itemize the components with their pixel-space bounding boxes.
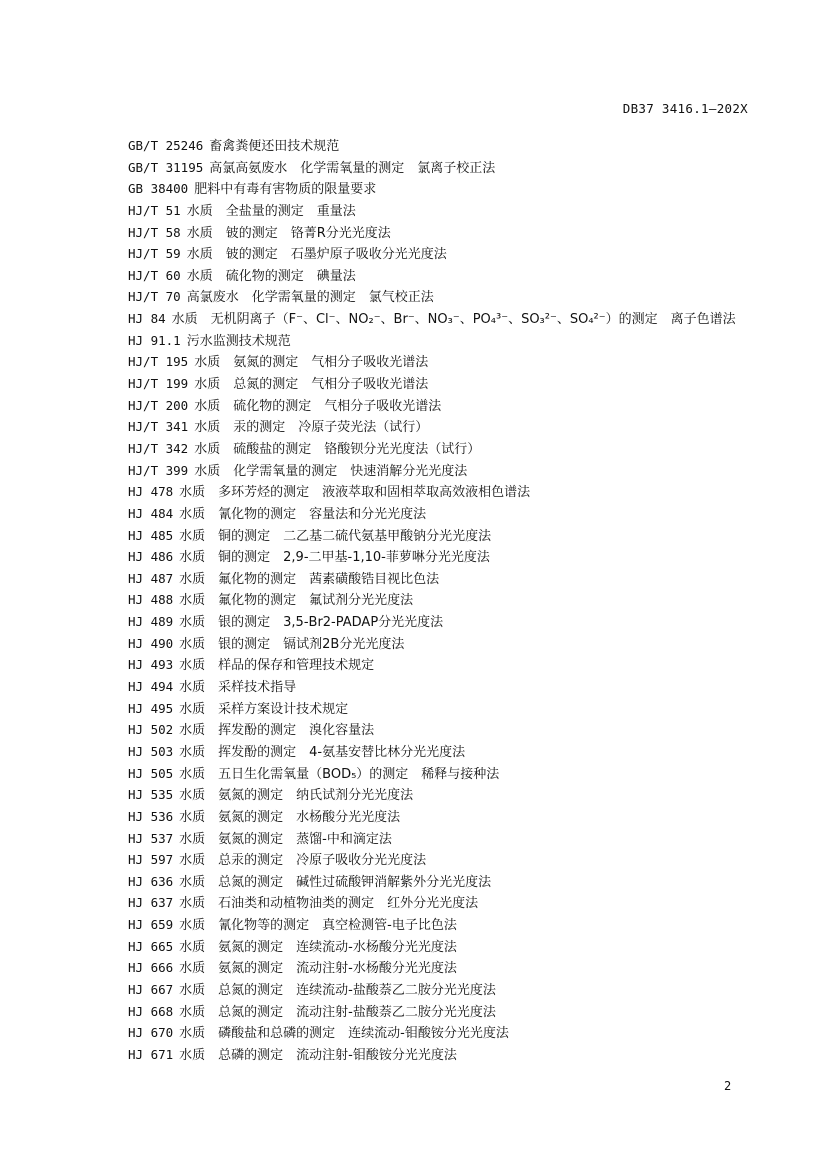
reference-item	[128, 438, 768, 460]
reference-title: 畜禽粪便还田技术规范	[209, 139, 340, 154]
reference-code: HJ 535	[128, 787, 174, 803]
reference-item	[128, 676, 768, 698]
reference-item	[128, 416, 768, 438]
reference-title: 水质 硫酸盐的测定 铬酸钡分光光度法（试行）	[194, 441, 481, 457]
reference-code: HJ/T 70	[128, 289, 181, 305]
reference-item	[128, 849, 768, 871]
reference-item	[128, 308, 768, 330]
reference-item	[128, 395, 768, 417]
reference-title: 水质 氨氮的测定 水杨酸分光光度法	[179, 809, 401, 825]
reference-title: 水质 磷酸盐和总磷的测定 连续流动-钼酸铵分光光度法	[179, 1026, 509, 1042]
reference-title: 水质 银的测定 镉试剂2B分光光度法	[179, 636, 405, 652]
reference-item	[128, 589, 768, 611]
reference-title: 水质 硫化物的测定 气相分子吸收光谱法	[194, 398, 442, 414]
reference-code: HJ 489	[128, 614, 174, 630]
reference-code: HJ 537	[128, 830, 174, 846]
reference-code: HJ/T 200	[128, 397, 189, 413]
reference-code: HJ 484	[128, 505, 174, 521]
reference-title: 水质 五日生化需氧量（BOD₅）的测定 稀释与接种法	[179, 766, 500, 782]
reference-item	[128, 481, 768, 503]
reference-code: HJ/T 342	[128, 440, 189, 456]
reference-code: HJ 659	[128, 917, 174, 933]
reference-code: HJ 485	[128, 527, 174, 543]
reference-code: HJ 502	[128, 722, 174, 738]
reference-item	[128, 719, 768, 741]
reference-title: 水质 多环芳烃的测定 液液萃取和固相萃取高效液相色谱法	[179, 485, 531, 501]
reference-title: 水质 挥发酚的测定 4-氨基安替比林分光光度法	[179, 744, 466, 760]
reference-item	[128, 871, 768, 893]
reference-item	[128, 460, 768, 482]
reference-code: HJ 668	[128, 1003, 174, 1019]
reference-title: 水质 氟化物的测定 茜素磺酸锆目视比色法	[179, 571, 440, 587]
reference-item	[128, 222, 768, 244]
reference-title: 水质 总磷的测定 流动注射-钼酸铵分光光度法	[179, 1047, 457, 1063]
reference-title: 水质 总氮的测定 碱性过硫酸钾消解紫外分光光度法	[179, 874, 492, 890]
reference-code: HJ 478	[128, 484, 174, 500]
reference-item	[128, 157, 768, 179]
reference-title: 水质 总氮的测定 流动注射-盐酸萘乙二胺分光光度法	[179, 1004, 496, 1020]
reference-title: 肥料中有毒有害物质的限量要求	[194, 182, 377, 198]
reference-code: HJ/T 399	[128, 462, 189, 478]
reference-title: 水质 样品的保存和管理技术规定	[179, 658, 375, 674]
reference-code: HJ/T 51	[128, 202, 181, 218]
reference-code: HJ 670	[128, 1025, 174, 1041]
reference-item	[128, 135, 768, 157]
reference-title: 高氯废水 化学需氧量的测定 氯气校正法	[186, 290, 434, 306]
reference-title: 水质 铜的测定 二乙基二硫代氨基甲酸钠分光光度法	[179, 528, 492, 544]
reference-title: 水质 采样方案设计技术规定	[179, 701, 349, 717]
reference-title: 水质 氨氮的测定 连续流动-水杨酸分光光度法	[179, 939, 457, 955]
reference-code: HJ 636	[128, 873, 174, 889]
reference-code: HJ 490	[128, 635, 174, 651]
reference-title: 水质 挥发酚的测定 溴化容量法	[179, 723, 375, 739]
reference-title: 水质 全盐量的测定 重量法	[186, 203, 356, 219]
reference-code: HJ 597	[128, 852, 174, 868]
page-number: 2	[724, 1079, 732, 1093]
reference-item	[128, 351, 768, 373]
reference-item	[128, 178, 768, 200]
reference-code: HJ/T 60	[128, 267, 181, 283]
reference-item	[128, 611, 768, 633]
reference-item	[128, 763, 768, 785]
reference-title: 水质 总汞的测定 冷原子吸收分光光度法	[179, 853, 427, 869]
reference-code: HJ/T 341	[128, 419, 189, 435]
reference-item	[128, 1001, 768, 1023]
reference-item	[128, 1022, 768, 1044]
reference-item	[128, 265, 768, 287]
reference-code: GB/T 31195	[128, 159, 204, 175]
reference-item	[128, 200, 768, 222]
reference-item	[128, 286, 768, 308]
reference-item	[128, 503, 768, 525]
reference-item	[128, 828, 768, 850]
reference-title: 水质 氨氮的测定 蒸馏-中和滴定法	[179, 831, 392, 847]
reference-title: 水质 氟化物的测定 氟试剂分光光度法	[179, 593, 414, 609]
reference-item	[128, 330, 768, 352]
reference-title: 水质 化学需氧量的测定 快速消解分光光度法	[194, 463, 468, 479]
reference-title: 水质 石油类和动植物油类的测定 红外分光光度法	[179, 896, 479, 912]
reference-title: 水质 氰化物等的测定 真空检测管-电子比色法	[179, 918, 457, 934]
reference-title: 污水监测技术规范	[186, 333, 291, 349]
reference-title: 水质 银的测定 3,5-Br2-PADAP分光光度法	[179, 615, 444, 631]
reference-item	[128, 525, 768, 547]
reference-code: HJ 488	[128, 592, 174, 608]
reference-title: 水质 汞的测定 冷原子荧光法（试行）	[194, 420, 429, 436]
reference-code: HJ/T 59	[128, 246, 181, 262]
document-code: DB37 3416.1—202X	[622, 101, 748, 116]
reference-title: 水质 采样技术指导	[179, 680, 297, 696]
normative-reference-list	[128, 135, 768, 1066]
reference-item	[128, 784, 768, 806]
reference-title: 水质 氨氮的测定 气相分子吸收光谱法	[194, 355, 429, 371]
reference-item	[128, 957, 768, 979]
reference-title: 水质 氨氮的测定 纳氏试剂分光光度法	[179, 788, 414, 804]
reference-code: HJ 503	[128, 743, 174, 759]
reference-code: HJ/T 58	[128, 224, 181, 240]
reference-item	[128, 546, 768, 568]
reference-item	[128, 373, 768, 395]
reference-code: GB 38400	[128, 181, 189, 197]
reference-item	[128, 914, 768, 936]
reference-code: HJ 671	[128, 1046, 174, 1062]
reference-code: HJ 665	[128, 938, 174, 954]
reference-code: HJ 495	[128, 700, 174, 716]
reference-code: HJ/T 199	[128, 376, 189, 392]
reference-title: 水质 总氮的测定 连续流动-盐酸萘乙二胺分光光度法	[179, 982, 496, 998]
reference-code: HJ 637	[128, 895, 174, 911]
reference-item	[128, 1044, 768, 1066]
reference-code: HJ 494	[128, 679, 174, 695]
reference-title: 水质 铜的测定 2,9-二甲基-1,10-菲萝啉分光光度法	[179, 550, 490, 566]
reference-code: HJ/T 195	[128, 354, 189, 370]
reference-title: 水质 氰化物的测定 容量法和分光光度法	[179, 506, 427, 522]
reference-title: 高氯高氨废水 化学需氧量的测定 氯离子校正法	[209, 160, 496, 176]
reference-item	[128, 806, 768, 828]
reference-code: HJ 487	[128, 570, 174, 586]
reference-code: HJ 667	[128, 981, 174, 997]
reference-code: HJ 493	[128, 657, 174, 673]
reference-title: 水质 总氮的测定 气相分子吸收光谱法	[194, 377, 429, 393]
reference-item	[128, 568, 768, 590]
reference-code: HJ 536	[128, 808, 174, 824]
reference-title: 水质 氨氮的测定 流动注射-水杨酸分光光度法	[179, 961, 457, 977]
reference-item	[128, 243, 768, 265]
reference-code: HJ 486	[128, 549, 174, 565]
reference-item	[128, 698, 768, 720]
reference-item	[128, 633, 768, 655]
reference-code: HJ 666	[128, 960, 174, 976]
reference-code: HJ 84	[128, 311, 166, 327]
reference-item	[128, 936, 768, 958]
reference-item	[128, 741, 768, 763]
reference-code: HJ 505	[128, 765, 174, 781]
reference-item	[128, 979, 768, 1001]
reference-title: 水质 铍的测定 石墨炉原子吸收分光光度法	[186, 247, 447, 263]
reference-title: 水质 硫化物的测定 碘量法	[186, 268, 356, 284]
reference-title: 水质 无机阴离子（F⁻、Cl⁻、NO₂⁻、Br⁻、NO₃⁻、PO₄³⁻、SO₃²⁻、SO₄²⁻）的测定 离子色谱法	[171, 312, 736, 328]
reference-title: 水质 铍的测定 铬菁R分光光度法	[186, 225, 391, 241]
reference-code: HJ 91.1	[128, 332, 181, 348]
reference-item	[128, 654, 768, 676]
reference-code: GB/T 25246	[128, 138, 204, 153]
reference-item	[128, 892, 768, 914]
